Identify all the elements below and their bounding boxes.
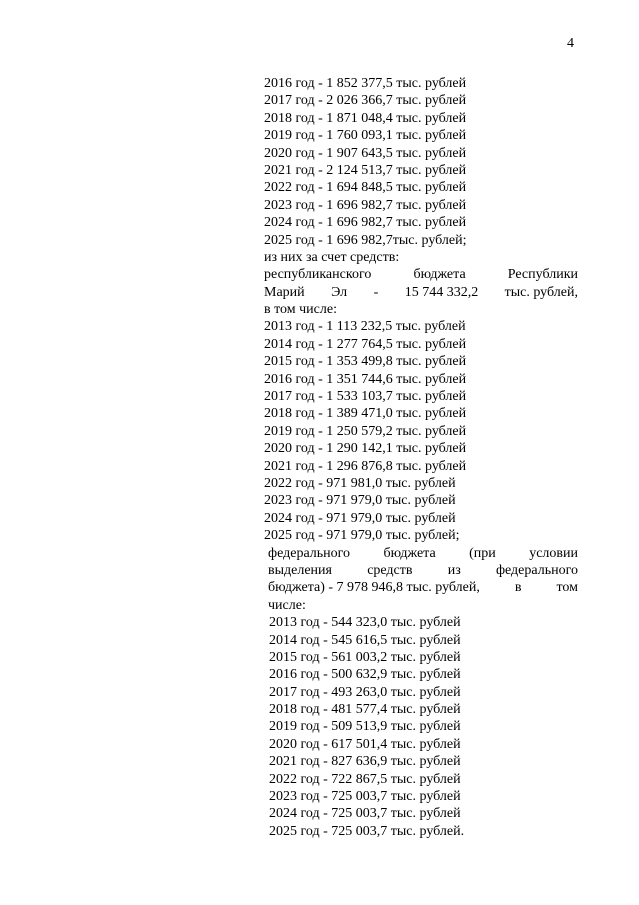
republic-budget-heading: [264, 266, 578, 318]
list-item: 2018 год - 1 871 048,4 тыс. рублей: [264, 110, 467, 126]
list-item: 2018 год - 1 389 471,0 тыс. рублей: [264, 406, 467, 422]
heading-word: Эл: [331, 284, 348, 300]
heading-word: выделения: [268, 562, 332, 578]
list-item: 2020 год - 617 501,4 тыс. рублей: [269, 736, 461, 752]
heading-word: бюджета) - 7 978 946,8 тыс. рублей,: [268, 580, 480, 596]
list-item: 2013 год - 544 323,0 тыс. рублей: [269, 615, 461, 631]
list-item: 2013 год - 1 113 232,5 тыс. рублей: [264, 319, 466, 335]
heading-word: -: [373, 284, 379, 300]
list-item: 2024 год - 971 979,0 тыс. рублей: [264, 510, 456, 526]
list-item: 2023 год - 971 979,0 тыс. рублей: [264, 493, 456, 509]
heading-word: бюджета: [413, 267, 466, 283]
list-item: 2015 год - 561 003,2 тыс. рублей: [269, 649, 461, 665]
list-item: 2014 год - 1 277 764,5 тыс. рублей: [264, 336, 467, 352]
list-item: 2021 год - 1 296 876,8 тыс. рублей: [264, 458, 467, 474]
list-item: 2017 год - 2 026 366,7 тыс. рублей: [264, 93, 467, 109]
sources-intro: из них за счет средств:: [264, 249, 400, 265]
list-item: 2018 год - 481 577,4 тыс. рублей: [269, 702, 461, 718]
list-item: 2015 год - 1 353 499,8 тыс. рублей: [264, 354, 467, 370]
heading-line: в том числе:: [264, 302, 337, 318]
federal-budget-heading: [264, 545, 578, 615]
list-item: 2022 год - 971 981,0 тыс. рублей: [264, 475, 456, 491]
list-item: 2016 год - 1 852 377,5 тыс. рублей: [264, 76, 467, 91]
heading-word: республиканского: [264, 267, 372, 283]
list-item: 2017 год - 1 533 103,7 тыс. рублей: [264, 389, 467, 405]
total-by-year-list: [264, 75, 578, 249]
document-body: [264, 75, 578, 840]
federal-by-year-list: [264, 614, 578, 840]
list-item: 2025 год - 1 696 982,7тыс. рублей;: [264, 232, 467, 248]
list-item: 2021 год - 827 636,9 тыс. рублей: [269, 754, 461, 770]
list-item: 2019 год - 1 760 093,1 тыс. рублей: [264, 128, 467, 144]
list-item: 2017 год - 493 263,0 тыс. рублей: [269, 684, 461, 700]
list-item: 2014 год - 545 616,5 тыс. рублей: [269, 632, 461, 648]
list-item: 2021 год - 2 124 513,7 тыс. рублей: [264, 162, 467, 178]
list-item: 2016 год - 500 632,9 тыс. рублей: [269, 667, 461, 683]
list-item: 2019 год - 1 250 579,2 тыс. рублей: [264, 423, 467, 439]
heading-line: числе:: [268, 597, 306, 613]
heading-word: в: [514, 580, 522, 596]
list-item: 2019 год - 509 513,9 тыс. рублей: [269, 719, 461, 735]
heading-word: условии: [529, 545, 578, 561]
list-item: 2020 год - 1 907 643,5 тыс. рублей: [264, 145, 467, 161]
heading-word: бюджета: [383, 545, 436, 561]
heading-word: федерального: [495, 562, 578, 578]
heading-word: Марий: [264, 284, 305, 300]
heading-word: тыс. рублей,: [504, 284, 578, 300]
list-item: 2023 год - 1 696 982,7 тыс. рублей: [264, 197, 467, 213]
list-item: 2024 год - 1 696 982,7 тыс. рублей: [264, 215, 467, 231]
page-number: 4: [567, 36, 574, 51]
list-item: 2025 год - 725 003,7 тыс. рублей.: [269, 823, 465, 839]
heading-word: федерального: [268, 545, 351, 561]
republic-by-year-list: [264, 318, 578, 544]
list-item: 2016 год - 1 351 744,6 тыс. рублей: [264, 371, 467, 387]
list-item: 2020 год - 1 290 142,1 тыс. рублей: [264, 441, 467, 457]
heading-word: 15 744 332,2: [404, 284, 479, 300]
heading-word: Республики: [507, 267, 578, 283]
list-item: 2025 год - 971 979,0 тыс. рублей;: [264, 528, 460, 544]
list-item: 2024 год - 725 003,7 тыс. рублей: [269, 806, 461, 822]
heading-word: (при: [469, 545, 496, 561]
list-item: 2022 год - 1 694 848,5 тыс. рублей: [264, 180, 467, 196]
list-item: 2023 год - 725 003,7 тыс. рублей: [269, 789, 461, 805]
heading-word: том: [556, 580, 578, 596]
heading-word: средств: [367, 562, 413, 578]
heading-word: из: [447, 562, 461, 578]
list-item: 2022 год - 722 867,5 тыс. рублей: [269, 771, 461, 787]
